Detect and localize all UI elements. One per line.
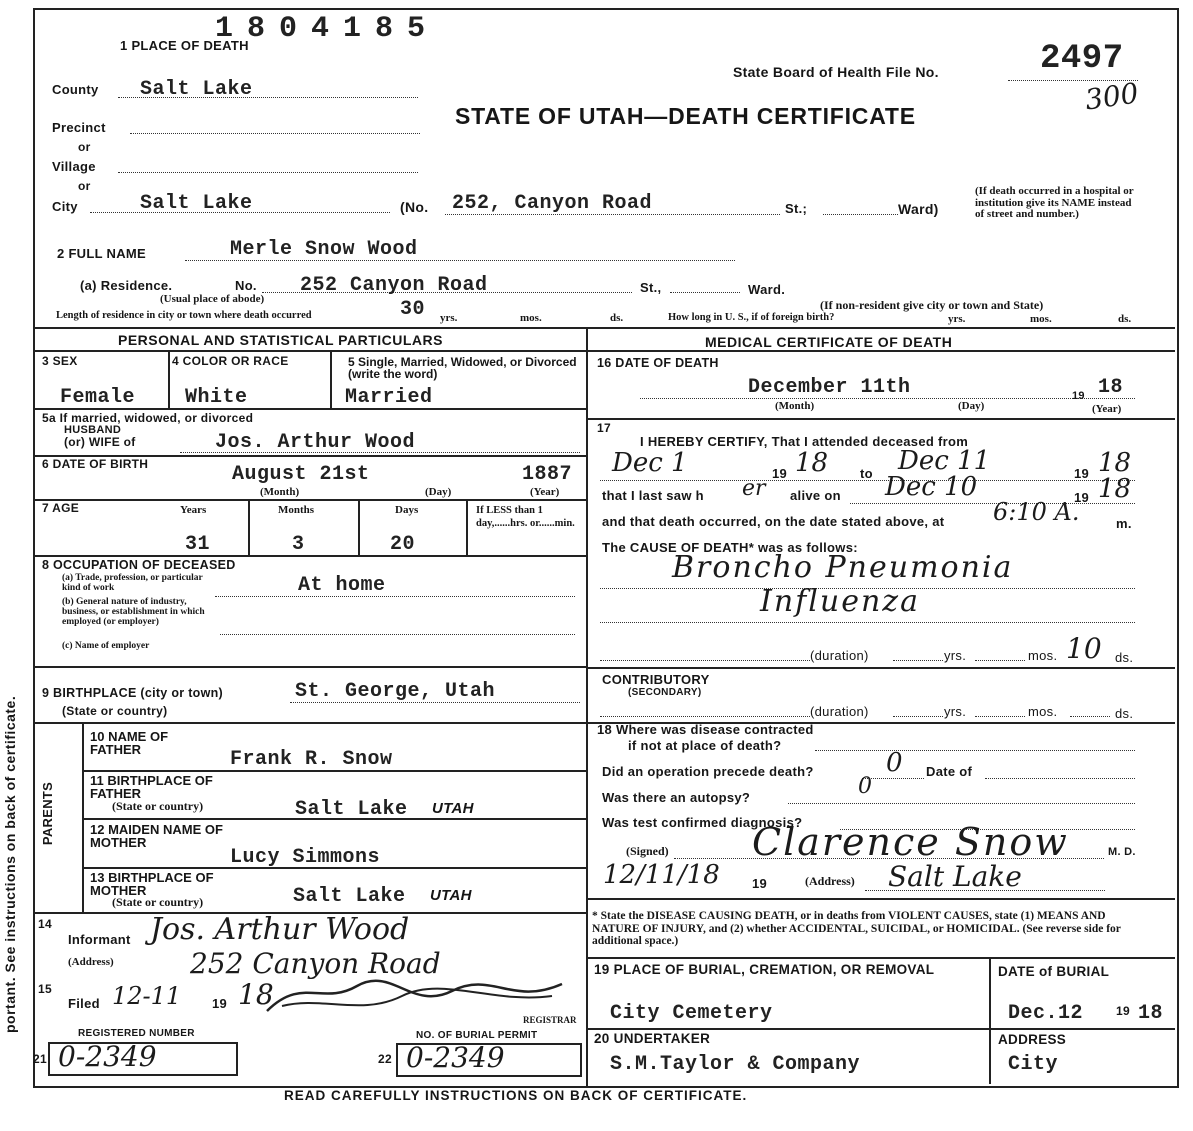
- occupation-label: 8 OCCUPATION OF DECEASED: [42, 558, 236, 572]
- certificate-title: STATE OF UTAH—DEATH CERTIFICATE: [455, 103, 916, 129]
- contracted-sub: if not at place of death?: [628, 738, 782, 753]
- burial-year-value: 18: [1138, 1002, 1164, 1025]
- signed-address: Salt Lake: [888, 860, 1022, 893]
- ward-label: Ward): [898, 201, 939, 217]
- county-value: Salt Lake: [140, 78, 253, 101]
- rule-footnote-bottom: [586, 957, 1175, 959]
- hospital-note: (If death occurred in a hospital or institution give its NAME instead of street and number.): [975, 185, 1134, 220]
- contracted-line: [815, 750, 1135, 751]
- rule-birthplace-bottom: [35, 722, 586, 724]
- residence-st-label: St.,: [640, 280, 662, 295]
- certify-label: I HEREBY CERTIFY, That I attended deceased from: [640, 434, 969, 449]
- from-19: 19: [772, 466, 788, 481]
- informant-address-label: (Address): [68, 956, 114, 968]
- ward-line: [823, 214, 898, 215]
- registrar-signature: [262, 966, 582, 1026]
- reg-no-num: 21: [33, 1052, 47, 1066]
- informant-num: 14: [38, 917, 52, 931]
- dob-value: August 21st: [232, 463, 370, 486]
- rule-heading: [35, 350, 1175, 352]
- signed-line: [674, 858, 1104, 859]
- to-label: to: [860, 466, 873, 481]
- undertaker-label: 20 UNDERTAKER: [594, 1031, 711, 1046]
- abode-label: (Usual place of abode): [160, 293, 265, 305]
- us-label: How long in U. S., if of foreign birth?: [668, 312, 835, 323]
- sbh-file-number: 2497: [1040, 40, 1124, 78]
- city-label: City: [52, 199, 78, 214]
- sex-value: Female: [60, 386, 136, 409]
- color-label: 4 COLOR OR RACE: [172, 354, 289, 368]
- marital-value: Married: [345, 386, 433, 409]
- footer-instructions: READ CAREFULLY INSTRUCTIONS ON BACK OF CERTIFICATE.: [284, 1088, 748, 1103]
- duration2-mos: mos.: [1028, 704, 1058, 719]
- last-saw-her: er: [742, 476, 766, 501]
- or-1: or: [78, 140, 91, 154]
- dob-year: 1887: [522, 463, 573, 486]
- precinct-label: Precinct: [52, 120, 106, 135]
- footnote: * State the DISEASE CAUSING DEATH, or in deaths from VIOLENT CAUSES, state (1) MEANS AND NATURE OF INJURY, and (2) whether ACCIDENTAL, SUICIDAL, or HOMICIDAL. (See reverse side for additional space.): [592, 910, 1121, 947]
- birthplace-value: St. George, Utah: [295, 680, 496, 703]
- wife-label: (or) WIFE of: [64, 435, 136, 449]
- rule-age-bottom: [35, 555, 586, 557]
- rule-signed-bottom: [586, 898, 1175, 900]
- signed-label: (Signed): [626, 844, 669, 858]
- rule-father: [82, 770, 586, 772]
- signed-date: 12/11/18: [603, 860, 720, 890]
- rule-sex-bottom: [35, 408, 586, 410]
- autopsy-line: [788, 803, 1135, 804]
- duration-value: 10: [1066, 632, 1102, 665]
- age-div-1: [248, 499, 250, 555]
- attended-line: [600, 480, 1135, 481]
- sex-divider: [168, 350, 170, 408]
- rule-cause-bottom: [586, 667, 1175, 669]
- length-yrs: yrs.: [440, 312, 458, 324]
- birthplace-label: 9 BIRTHPLACE (city or town): [42, 686, 224, 700]
- days-label: Days: [395, 504, 419, 516]
- age-days: 20: [390, 533, 416, 556]
- us-mos: mos.: [1030, 313, 1052, 325]
- dob-day-label: (Day): [425, 486, 452, 498]
- death-time: 6:10 A.: [993, 498, 1080, 526]
- occupation-b: (b) General nature of industry, business, or establishment in which employed (or employer): [62, 597, 205, 627]
- age-months: 3: [292, 533, 305, 556]
- occurred-label: and that death occurred, on the date stated above, at: [602, 514, 945, 529]
- certificate-number: 1804185: [215, 12, 440, 46]
- occupation-a: (a) Trade, profession, or particular kind of work: [62, 573, 203, 593]
- contributory-label: CONTRIBUTORY: [602, 672, 710, 687]
- rule-top: [35, 327, 1175, 329]
- spouse-value: Jos. Arthur Wood: [215, 431, 416, 454]
- color-value: White: [185, 386, 248, 409]
- reg-no-value: 0-2349: [58, 1040, 157, 1073]
- autopsy-value: 0: [858, 774, 872, 799]
- length-ds: ds.: [610, 312, 624, 324]
- dod-19: 19: [1072, 390, 1085, 402]
- years-label: Years: [180, 504, 207, 516]
- duration2-ds: ds.: [1115, 706, 1134, 721]
- duration-yrs: yrs.: [944, 648, 967, 663]
- rule-burial-bottom: [586, 1028, 1175, 1030]
- us-yrs: yrs.: [948, 313, 966, 325]
- full-name-value: Merle Snow Wood: [230, 238, 418, 261]
- residence-ward-label: Ward.: [748, 282, 786, 297]
- dod-month-label: (Month): [775, 400, 815, 412]
- age-label: 7 AGE: [42, 501, 80, 515]
- burial-date-label: DATE of BURIAL: [998, 964, 1110, 979]
- dob-month-label: (Month): [260, 486, 300, 498]
- rule-dod-bottom: [586, 418, 1175, 420]
- mother-value: Lucy Simmons: [230, 846, 381, 869]
- secondary-label: (SECONDARY): [628, 687, 702, 698]
- village-line: [118, 172, 418, 173]
- operation-label: Did an operation precede death?: [602, 764, 814, 779]
- attended-to: Dec 11: [898, 446, 991, 476]
- alive-on: Dec 10: [885, 472, 978, 502]
- dod-day-label: (Day): [958, 400, 985, 412]
- informant-label: Informant: [68, 932, 131, 947]
- birthplace-state-label: (State or country): [62, 704, 168, 718]
- address-line: [865, 890, 1105, 891]
- duration2-yrs: yrs.: [944, 704, 967, 719]
- length-years: 30: [400, 298, 426, 321]
- full-name-label: 2 FULL NAME: [57, 246, 147, 261]
- dod-value: December 11th: [748, 376, 911, 399]
- father-bp-sub: (State or country): [112, 799, 204, 813]
- street-no-label: (No.: [400, 199, 429, 215]
- parents-side-label: PARENTS: [40, 781, 56, 846]
- burial-place-label: 19 PLACE OF BURIAL, CREMATION, OR REMOVAL: [594, 962, 935, 977]
- registrar-label: REGISTRAR: [523, 1015, 577, 1025]
- burial-date-value: Dec.12: [1008, 1002, 1084, 1025]
- burial-divider: [989, 957, 991, 1084]
- dod-year: 18: [1098, 376, 1124, 399]
- st-label: St.;: [785, 201, 808, 216]
- burial-place-value: City Cemetery: [610, 1002, 773, 1025]
- occupation-c: (c) Name of employer: [62, 641, 150, 651]
- occupation-line-2: [220, 634, 575, 635]
- dod-label: 16 DATE OF DEATH: [597, 356, 719, 370]
- mother-bp-stamp: UTAH: [430, 887, 472, 904]
- length-label: Length of residence in city or town where death occurred: [56, 310, 312, 321]
- cause-line-2: [600, 622, 1135, 623]
- undertaker-address-label: ADDRESS: [998, 1032, 1067, 1047]
- duration-mos: mos.: [1028, 648, 1058, 663]
- mother-label: 12 MAIDEN NAME OF MOTHER: [90, 822, 223, 850]
- contrib-line-c: [975, 716, 1025, 717]
- length-mos: mos.: [520, 312, 542, 324]
- center-divider: [586, 327, 588, 1087]
- dob-year-label: (Year): [530, 486, 560, 498]
- m-label: m.: [1116, 516, 1132, 531]
- margin-instructions: portant. See instructions on back of certificate.: [2, 695, 18, 1033]
- dob-label: 6 DATE OF BIRTH: [42, 457, 149, 471]
- age-div-2: [358, 499, 360, 555]
- precinct-line: [130, 133, 420, 134]
- father-value: Frank R. Snow: [230, 748, 393, 771]
- handwritten-300: 300: [1082, 76, 1141, 117]
- spouse-label: 5a If married, widowed, or divorced: [42, 411, 254, 425]
- duration-line-c: [975, 660, 1025, 661]
- father-bp-stamp: UTAH: [432, 800, 474, 817]
- parents-divider: [82, 722, 84, 912]
- age-div-3: [466, 499, 468, 555]
- to-year: 18: [1098, 448, 1132, 478]
- duration-line-a: [600, 660, 810, 661]
- undertaker-value: S.M.Taylor & Company: [610, 1053, 861, 1076]
- nonresident-note: (If non-resident give city or town and State): [820, 298, 1044, 312]
- md-label: M. D.: [1108, 846, 1136, 858]
- residence-no-label: No.: [235, 278, 257, 293]
- months-label: Months: [278, 504, 315, 516]
- signed-19: 19: [752, 876, 768, 891]
- residence-ward-line: [670, 292, 740, 293]
- marital-label: 5 Single, Married, Widowed, or Divorced (write the word): [348, 355, 577, 381]
- mother-bp-sub: (State or country): [112, 895, 204, 909]
- autopsy-label: Was there an autopsy?: [602, 790, 751, 805]
- date-of-label: Date of: [926, 764, 973, 779]
- duration-label: (duration): [810, 648, 869, 663]
- n17-label: 17: [597, 421, 611, 435]
- place-of-death-label: 1 PLACE OF DEATH: [120, 38, 249, 53]
- residence-label: (a) Residence.: [80, 278, 173, 293]
- burial-year-19: 19: [1116, 1004, 1130, 1018]
- contrib-line-d: [1070, 716, 1110, 717]
- filed-num: 15: [38, 982, 52, 996]
- village-label: Village: [52, 159, 96, 174]
- signed-address-label: (Address): [805, 874, 855, 888]
- filed-date: 12-11: [112, 982, 182, 1010]
- residence-value: 252 Canyon Road: [300, 274, 488, 297]
- undertaker-address-value: City: [1008, 1053, 1059, 1076]
- contrib-line-b: [893, 716, 943, 717]
- last-saw-label: that I last saw h: [602, 488, 704, 503]
- alive-label: alive on: [790, 488, 841, 503]
- contrib-line-a: [600, 716, 810, 717]
- alive-year: 18: [1098, 474, 1132, 504]
- or-2: or: [78, 179, 91, 193]
- informant-address: 252 Canyon Road: [190, 947, 441, 980]
- mother-bp-value: Salt Lake: [293, 885, 406, 908]
- personal-heading: PERSONAL AND STATISTICAL PARTICULARS: [118, 332, 443, 348]
- test-label: Was test confirmed diagnosis?: [602, 815, 803, 830]
- reg-no-label: REGISTERED NUMBER: [78, 1028, 195, 1039]
- burial-permit-value: 0-2349: [406, 1041, 505, 1074]
- rule-dob-bottom: [35, 499, 586, 501]
- occupation-line-1: [215, 596, 575, 597]
- father-label: 10 NAME OF FATHER: [90, 729, 169, 757]
- date-of-line: [985, 778, 1135, 779]
- to-19: 19: [1074, 466, 1090, 481]
- medical-heading: MEDICAL CERTIFICATE OF DEATH: [705, 334, 953, 350]
- rule-mother: [82, 867, 586, 869]
- mother-bp-label: 13 BIRTHPLACE OF MOTHER: [90, 870, 214, 898]
- alive-19: 19: [1074, 490, 1090, 505]
- cause-2: Influenza: [760, 584, 920, 619]
- informant-signature: Jos. Arthur Wood: [150, 912, 410, 947]
- filed-label: Filed: [68, 996, 100, 1011]
- cause-1: Broncho Pneumonia: [672, 550, 1014, 585]
- burial-permit-num: 22: [378, 1052, 392, 1066]
- color-divider: [330, 350, 332, 408]
- duration-line-b: [893, 660, 943, 661]
- us-ds: ds.: [1118, 313, 1132, 325]
- burial-permit-label: NO. OF BURIAL PERMIT: [416, 1030, 538, 1041]
- cause-label: The CAUSE OF DEATH* was as follows:: [602, 540, 858, 555]
- rule-father-bp: [82, 818, 586, 820]
- less-than-label: If LESS than 1 day,......hrs. or......min.: [476, 505, 575, 529]
- operation-value: 0: [886, 748, 903, 778]
- filed-year-signature: 18: [238, 978, 274, 1011]
- sex-label: 3 SEX: [42, 354, 78, 368]
- contracted-label: 18 Where was disease contracted: [597, 722, 814, 737]
- physician-signature: Clarence Snow: [752, 820, 1069, 864]
- duration2-label: (duration): [810, 704, 869, 719]
- sbh-file-label: State Board of Health File No.: [733, 64, 939, 80]
- father-bp-label: 11 BIRTHPLACE OF FATHER: [90, 773, 213, 801]
- age-years: 31: [185, 533, 211, 556]
- county-label: County: [52, 82, 99, 97]
- attended-from: Dec 1: [612, 448, 688, 478]
- dod-year-label: (Year): [1092, 403, 1122, 415]
- husband-label: HUSBAND: [64, 424, 122, 436]
- rule-occ-bottom: [35, 666, 586, 668]
- father-bp-value: Salt Lake: [295, 798, 408, 821]
- from-year: 18: [795, 448, 829, 478]
- filed-19: 19: [212, 996, 228, 1011]
- duration-ds: ds.: [1115, 650, 1134, 665]
- occupation-value: At home: [298, 574, 386, 597]
- city-value: Salt Lake: [140, 192, 253, 215]
- street-value: 252, Canyon Road: [452, 192, 653, 215]
